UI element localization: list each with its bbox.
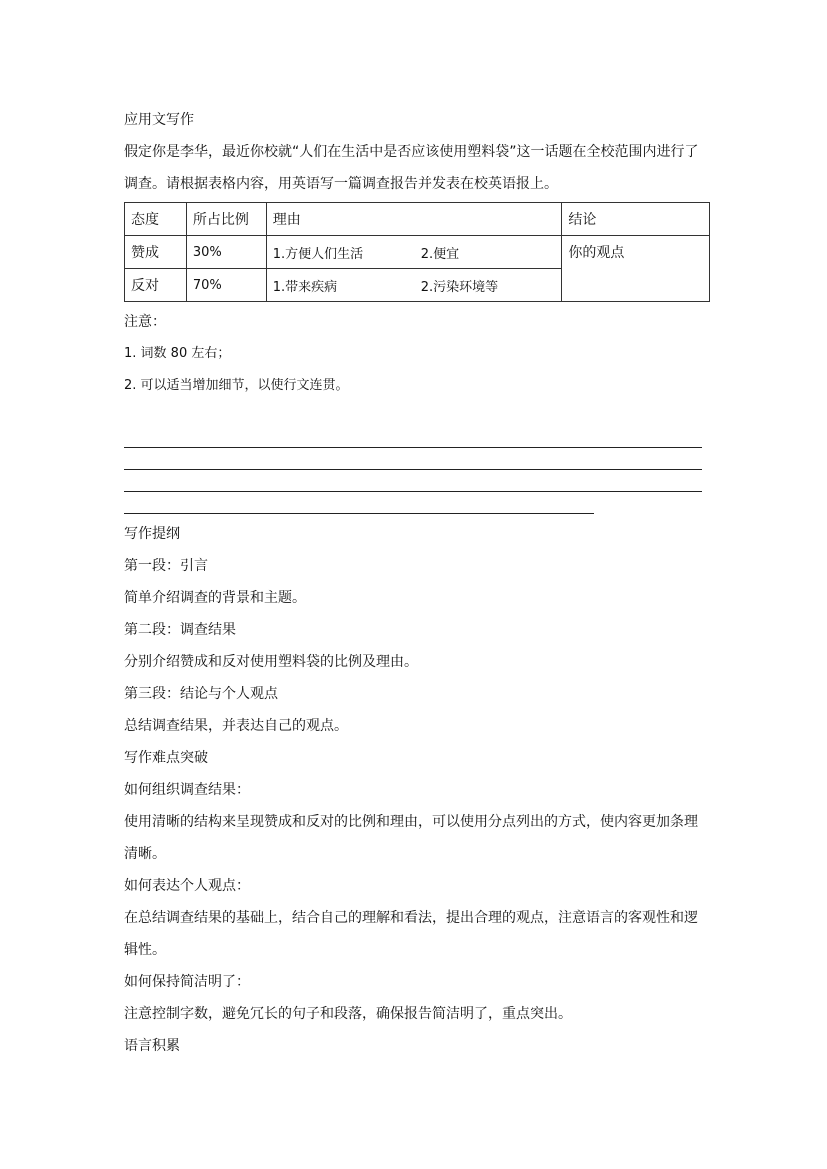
header-ratio: 所占比例: [186, 203, 266, 236]
reason-cell: [266, 236, 562, 269]
language-title: 语言积累: [124, 1038, 180, 1054]
difficulty-title: 写作难点突破: [124, 750, 208, 766]
header-conclusion: 结论: [562, 203, 710, 236]
reason-1: 1.方便人们生活: [272, 246, 364, 262]
outline-para1-text: 简单介绍调查的背景和主题。: [124, 590, 306, 606]
difficulty-question: 如何组织调查结果：: [124, 782, 250, 798]
reason-1: 1.带来疾病: [272, 279, 338, 295]
outline-para3-text: 总结调查结果，并表达自己的观点。: [124, 718, 348, 734]
table-row: [125, 236, 710, 269]
outline-para2-text: 分别介绍赞成和反对使用塑料袋的比例及理由。: [124, 654, 418, 670]
ratio-cell: 70%: [186, 269, 266, 302]
answer-line[interactable]: [124, 470, 702, 492]
notes-block: [124, 306, 710, 402]
header-attitude: 态度: [125, 203, 187, 236]
outline-para3-title: 第三段：结论与个人观点: [124, 686, 278, 702]
task-prompt: 假定你是李华，最近你校就“人们在生活中是否应该使用塑料袋”这一话题在全校范围内进行了调查。请根据表格内容，用英语写一篇调查报告并发表在校英语报上。: [124, 144, 699, 192]
answer-lines: [124, 426, 710, 514]
note-item: 2. 可以适当增加细节，以使行文连贯。: [124, 378, 349, 393]
outline-para1-title: 第一段：引言: [124, 558, 208, 574]
note-item: 1. 词数 80 左右；: [124, 346, 231, 361]
writing-outline: [124, 518, 710, 742]
answer-line[interactable]: [124, 426, 702, 448]
difficulty-section: [124, 742, 710, 1030]
outline-title: 写作提纲: [124, 526, 180, 542]
reason-2: 2.便宜: [420, 246, 460, 262]
ratio-cell: 30%: [186, 236, 266, 269]
answer-line[interactable]: [124, 492, 594, 514]
difficulty-answer: 在总结调查结果的基础上，结合自己的理解和看法，提出合理的观点，注意语言的客观性和逻辑性。: [124, 910, 698, 958]
attitude-cell: 赞成: [125, 236, 187, 269]
header-reason: 理由: [266, 203, 562, 236]
difficulty-answer: 使用清晰的结构来呈现赞成和反对的比例和理由，可以使用分点列出的方式，使内容更加条理清晰。: [124, 814, 698, 862]
difficulty-question: 如何表达个人观点：: [124, 878, 250, 894]
table-header-row: [125, 203, 710, 236]
outline-para2-title: 第二段：调查结果: [124, 622, 236, 638]
section-heading: 应用文写作: [124, 112, 194, 128]
reason-cell: [266, 269, 562, 302]
conclusion-cell: 你的观点: [562, 236, 710, 302]
document-page: [124, 104, 710, 1062]
difficulty-question: 如何保持简洁明了：: [124, 974, 250, 990]
attitude-cell: 反对: [125, 269, 187, 302]
answer-line[interactable]: [124, 448, 702, 470]
reason-2: 2.污染环境等: [420, 279, 499, 295]
notes-title: 注意：: [124, 314, 166, 330]
survey-table: [124, 202, 710, 302]
difficulty-answer: 注意控制字数，避免冗长的句子和段落，确保报告简洁明了，重点突出。: [124, 1006, 572, 1022]
